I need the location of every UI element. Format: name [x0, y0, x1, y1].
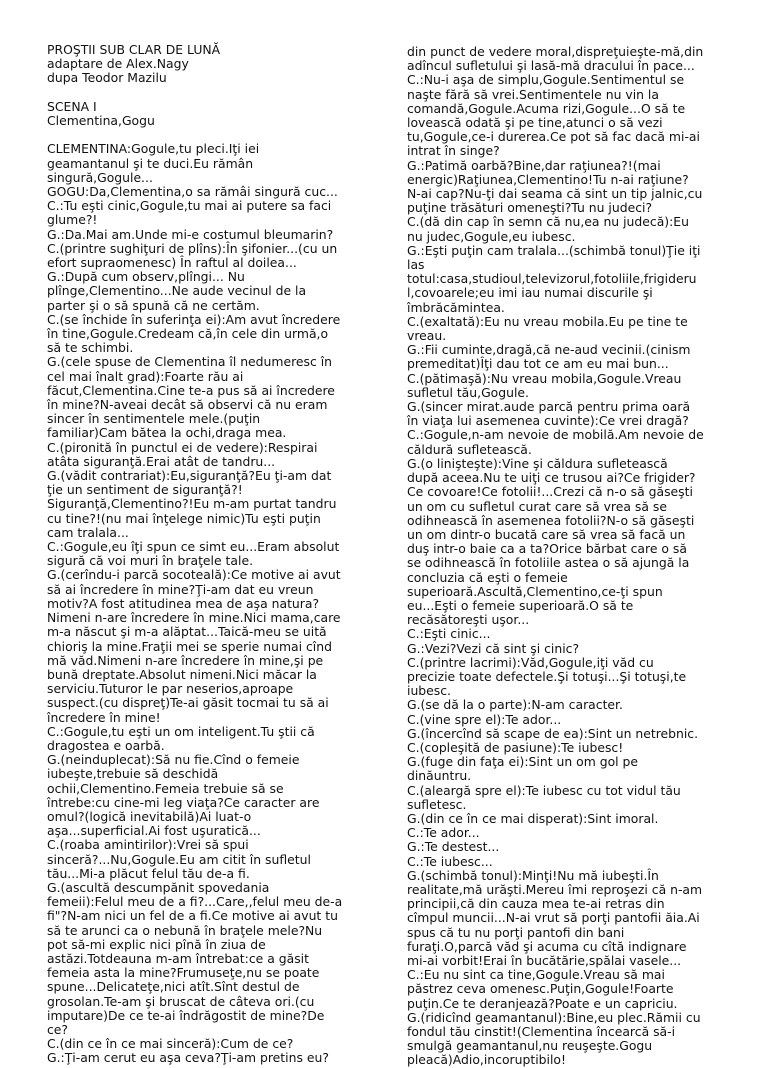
text-line: furaţi.O,parcă văd şi acuma cu cîtă indignare: [407, 938, 687, 954]
text-line: C.(pătimaşă):Nu vreau mobila,Gogule.Vreau: [407, 370, 682, 386]
text-line: sigură că voi muri în braţele tale.: [47, 553, 254, 569]
text-line: singură,Gogule...: [47, 169, 153, 185]
text-line: C.(aleargă spre el):Te iubesc cu tot vidul tău: [407, 782, 681, 798]
text-line: G.(ascultă descumpănit spovedania: [47, 879, 270, 895]
text-line: G.(încercînd să scape de ea):Sint un netrebnic.: [407, 725, 699, 741]
text-line: intrat în singe?: [407, 143, 500, 159]
text-line: vreau.: [407, 328, 447, 344]
text-line: G.:Patimă oarbă?Bine,dar raţiunea?!(mai: [407, 157, 661, 173]
text-line: puţine trăsături omeneşti?Tu nu judeci?: [407, 200, 653, 216]
text-line: G.(neinduplecat):Să nu fie.Cînd o femeie: [47, 752, 300, 768]
text-line: astăzi.Totdeauna m-am întrebat:ce a găsit: [47, 950, 309, 966]
text-line: din punct de vedere moral,dispreţuieşte-mă,din: [407, 44, 704, 59]
text-line: ţie un sentiment de siguranţă?!: [47, 482, 243, 498]
text-line: sufletesc.: [407, 796, 467, 812]
text-line: GOGU:Da,Clementina,o sa rămâi singură cuc...: [47, 184, 338, 199]
scene-characters: Clementina,Gogu: [47, 113, 155, 128]
text-line: G.(se dă la o parte):N-am caracter.: [407, 697, 623, 713]
text-line: C.(din ce în ce mai sinceră):Cum de ce?: [47, 1036, 294, 1052]
text-line: C.:Te ador...: [407, 825, 480, 841]
text-line: C.:Tu eşti cinic,Gogule,tu mai ai putere sa faci: [47, 198, 332, 214]
text-line: superioară.Ascultă,Clementino,ce-ţi spun: [407, 583, 663, 599]
text-line: odihnească în asemenea fotolii?N-o să găseşti: [407, 512, 695, 528]
text-line: Siguranţă,Clementino?!Eu m-am purtat tandru: [47, 496, 337, 512]
text-line: fondul tău cinstit!(Clementina încearcă să-i: [407, 1024, 676, 1040]
text-line: C.:Gogule,eu îţi spun ce simt eu...Eram absolut: [47, 539, 340, 555]
text-line: imputare)De ce te-ai îndrăgostit de mine?De: [47, 1007, 325, 1023]
text-line: las: [407, 257, 425, 273]
text-line: pleacă)Adio,incoruptibilo!: [407, 1052, 566, 1068]
text-line: C.(printre lacrimi):Văd,Gogule,iţi văd cu: [407, 654, 654, 670]
text-line: parter şi o să spună că ne certăm.: [47, 297, 260, 313]
text-line: femeia asta la mine?Frumuseţe,nu se poate: [47, 965, 320, 981]
text-line: sinceră?...Nu,Gogule.Eu am citit în sufletul: [47, 851, 311, 867]
left-column-text: [47, 142, 387, 1065]
text-line: dragostea e oarbă.: [47, 737, 165, 753]
text-line: premeditat)Îţi dau tot ce am eu mai bun...: [407, 356, 669, 372]
text-line: bună dreptate.Absolut nimeni.Nici măcar la: [47, 666, 317, 682]
text-line: făcut,Clementina.Cine te-a pus să ai încredere: [47, 382, 335, 398]
text-line: C.(dă din cap în semn că nu,ea nu judecă):Eu: [407, 214, 689, 230]
text-line: sufletul tău,Gogule.: [407, 384, 529, 400]
text-line: C.:Gogule,tu eşti un om inteligent.Tu ştii că: [47, 723, 315, 739]
text-line: C.(copleşită de pasiune):Te iubesc!: [407, 739, 624, 755]
text-line: să te arunci ca o nebună în braţele mele?Nu: [47, 922, 323, 938]
text-line: Ce covoare!Ce fotolii!...Crezi că n-o să găseşti: [407, 484, 693, 500]
text-line: Nimeni n-are încredere în mine.Nici mama,care: [47, 610, 341, 626]
text-line: C.:Gogule,n-am nevoie de mobilă.Am nevoie de: [407, 427, 704, 443]
text-line: dinăuntru.: [407, 768, 472, 784]
text-line: spus că tu nu porţi pantofi din bani: [407, 924, 625, 940]
text-line: chioriş la mine.Fraţii mei se sperie numai cînd: [47, 638, 332, 654]
text-line: G.(fuge din faţa ei):Sint un om gol pe: [407, 754, 639, 770]
text-line: CLEMENTINA:Gogule,tu pleci.Iţi iei: [47, 141, 260, 157]
scene-heading: SCENA I: [47, 98, 97, 114]
text-line: comandă,Gogule.Acuma rizi,Gogule...O să te: [407, 100, 686, 116]
text-line: femeii):Felul meu de a fi?...Care,,felul meu de-a: [47, 894, 343, 910]
right-column: [407, 45, 729, 1068]
text-line: totul:casa,studioul,televizorul,fotoliile,frigideru: [407, 271, 697, 287]
text-line: smulgă geamantanul,nu reuşeşte.Gogu: [407, 1038, 653, 1054]
text-line: familiar)Cam bătea la ochi,draga mea.: [47, 425, 287, 441]
text-line: îmbrăcămintea.: [407, 299, 505, 315]
text-line: G.(cerîndu-i parcă socoteală):Ce motive ai avut: [47, 567, 341, 583]
text-line: adîncul sufletului şi lasă-mă dracului în pace...: [407, 58, 695, 74]
text-line: G.(din ce în ce mai disperat):Sint imoral.: [407, 810, 659, 826]
text-line: C.:Te iubesc...: [407, 853, 493, 869]
text-line: fi"?N-am nici un fel de a fi.Ce motive ai avut tu: [47, 908, 338, 924]
text-line: un om dintr-o bucată care să vrea să facă un: [407, 526, 686, 542]
text-line: C.(exaltată):Eu nu vreau mobila.Eu pe tine te: [407, 313, 688, 329]
text-line: energic)Raţiunea,Clementino!Tu n-ai raţiune?: [407, 171, 689, 187]
text-line: eu...Eşti o femeie superioară.O să te: [407, 597, 634, 613]
text-line: atâta siguranţă.Erai atât de tandru...: [47, 453, 276, 469]
right-column-text: [407, 45, 729, 1068]
text-line: C.(printre sughiţuri de plîns):În şifonier...(cu un: [47, 240, 338, 256]
text-line: să te schimbi.: [47, 340, 134, 356]
text-line: mi-ai vorbit!Erai în bucătărie,spălai vasele...: [407, 953, 682, 968]
text-line: G.(sincer mirat.aude parcă pentru prima oară: [407, 399, 691, 415]
text-line: iubeşte,trebuie să deschidă: [47, 766, 219, 782]
text-line: naşte fără să vrei.Sentimentele nu vin la: [407, 86, 659, 102]
text-line: G.:Da.Mai am.Unde mi-e costumul bleumarin?: [47, 226, 334, 242]
text-line: C.:Nu-i aşa de simplu,Gogule.Sentimentul se: [407, 72, 685, 88]
text-line: principii,că din cauza mea te-ai retras din: [407, 896, 665, 912]
text-line: G.:Te destest...: [407, 839, 500, 855]
text-line: să ai încredere în mine?Ţi-am dat eu vreun: [47, 581, 314, 597]
text-line: G.:Vezi?Vezi că sint şi cinic?: [407, 640, 580, 656]
text-line: G.:Fii cuminte,dragă,că ne-aud vecinii.(cinism: [407, 342, 691, 358]
text-line: realitate,mă urăşti.Mereu îmi reproşezi că n-am: [407, 881, 703, 897]
text-line: sincer în sentimentele mele.(puţin: [47, 411, 261, 427]
text-line: C.:Eu nu sint ca tine,Gogule.Vreau să mai: [407, 967, 665, 983]
text-line: serviciu.Tuturor le par neserios,aproape: [47, 681, 294, 697]
adaptation-credit: adaptare de Alex.Nagy: [47, 56, 189, 72]
text-line: G.(ridicînd geamantanul):Bine,eu plec.Rămii cu: [407, 1009, 701, 1025]
text-line: ochii,Clementino.Femeia trebuie să se: [47, 780, 284, 796]
text-line: G.(o linişteşte):Vine şi căldura sufletească: [407, 455, 668, 471]
text-line: C.(se închide în suferinţa ei):Am avut încredere: [47, 311, 341, 327]
text-line: mă văd.Nimeni n-are încredere în mine,şi pe: [47, 652, 324, 668]
text-line: N-ai cap?Nu-ţi dai seama că sint un tip jalnic,cu: [407, 186, 703, 202]
text-line: plînge,Clementino...Ne aude vecinul de la: [47, 283, 307, 299]
text-line: încredere în mine!: [47, 709, 161, 725]
text-line: lovească odată şi pe tine,atunci o să vezi: [407, 115, 663, 131]
text-line: întrebe:cu cine-mi leg viaţa?Ce caracter are: [47, 794, 320, 810]
text-line: în viaţa lui asemenea cuvinte):Ce vrei dragă?: [407, 413, 689, 429]
text-line: G.(schimbă tonul):Minţi!Nu mă iubeşti.În: [407, 867, 659, 883]
text-line: recăsătoreşti uşor...: [407, 612, 530, 628]
text-line: după aceea.Nu te uiţi ce trusou ai?Ce frigider?: [407, 470, 696, 486]
source-credit: dupa Teodor Mazilu: [47, 70, 167, 86]
text-line: m-a născut şi m-a alăptat...Taică-meu se uită: [47, 624, 327, 640]
text-line: G.(vădit contrariat):Eu,siguranţă?Eu ţi-am dat: [47, 468, 332, 484]
text-line: nu judec,Gogule,eu iubesc.: [407, 228, 576, 244]
text-line: cam tralala...: [47, 524, 129, 540]
text-line: cel mai înalt grad):Foarte rău ai: [47, 368, 244, 384]
text-line: G.(cele spuse de Clementina îl nedumeresc în: [47, 354, 333, 370]
text-line: concluzia că eşti o femeie: [407, 569, 568, 585]
left-column: [47, 43, 387, 1066]
text-line: geamantanul şi te duci.Eu rămân: [47, 155, 254, 171]
text-line: glume?!: [47, 212, 98, 228]
text-line: cîmpul muncii...N-ai vrut să porţi pantofii ăia.Ai: [407, 910, 700, 926]
text-line: păstrez ceva omenesc.Puţin,Gogule!Foarte: [407, 981, 674, 997]
text-line: omul?(logică inevitabilă)Ai luat-o: [47, 808, 252, 824]
text-line: precizie toate defectele.Şi totuşi...Şi totuşi,te: [407, 668, 687, 684]
text-line: se odihnească în fotoliile astea o să ajungă la: [407, 555, 690, 571]
text-line: spune...Delicateţe,nici atît.Sînt destul de: [47, 979, 300, 995]
text-line: în tine,Gogule.Credeam că,în cele din urmă,o: [47, 326, 329, 342]
text-line: un om cu sufletul curat care să vrea să se: [407, 498, 667, 514]
text-line: efort supraomenesc) În raftul al doilea...: [47, 255, 297, 271]
text-line: cu tine?!(nu mai înţelege nimic)Tu eşti puţin: [47, 510, 321, 526]
text-line: C.:Eşti cinic...: [407, 626, 491, 642]
text-line: C.(vine spre el):Te ador...: [407, 711, 562, 727]
text-line: l,covoarele;eu imi iau numai discurile şi: [407, 285, 653, 301]
text-line: G.:Ţi-am cerut eu aşa ceva?Ţi-am pretins eu?: [47, 1050, 329, 1066]
play-title: PROŞTII SUB CLAR DE LUNĂ: [47, 42, 221, 57]
text-line: pot să-mi explic nici pînă în ziua de: [47, 936, 266, 952]
text-line: în mine?N-aveai decât să observi că nu eram: [47, 397, 328, 413]
text-line: duş intr-o baie ca a ta?Orice bărbat care o să: [407, 541, 687, 557]
text-line: motiv?A fost atitudinea mea de aşa natura?: [47, 595, 320, 611]
text-line: G.:După cum observ,plîngi... Nu: [47, 269, 245, 285]
text-line: aşa...superficial.Ai fost uşuratică...: [47, 823, 261, 839]
text-line: tău...Mi-a plăcut felul tău de-a fi.: [47, 865, 250, 881]
text-line: căldură sufletească.: [407, 441, 532, 457]
text-line: iubesc.: [407, 683, 451, 699]
text-line: tu,Gogule,ce-i durerea.Ce pot să fac dacă mi-ai: [407, 129, 700, 145]
text-line: suspect.(cu dispreţ)Te-ai găsit tocmai tu să ai: [47, 695, 329, 711]
text-line: ce?: [47, 1021, 69, 1037]
text-line: G.:Eşti puţin cam tralala...(schimbă tonul)Ţie iţi: [407, 242, 701, 258]
text-line: C.(pironită în punctul ei de vedere):Respirai: [47, 439, 318, 455]
text-line: C.(roaba amintirilor):Vrei să spui: [47, 837, 249, 853]
text-line: puţin.Ce te deranjează?Poate e un capriciu.: [407, 995, 678, 1011]
text-line: grosolan.Te-am şi bruscat de câteva ori.(cu: [47, 993, 315, 1009]
